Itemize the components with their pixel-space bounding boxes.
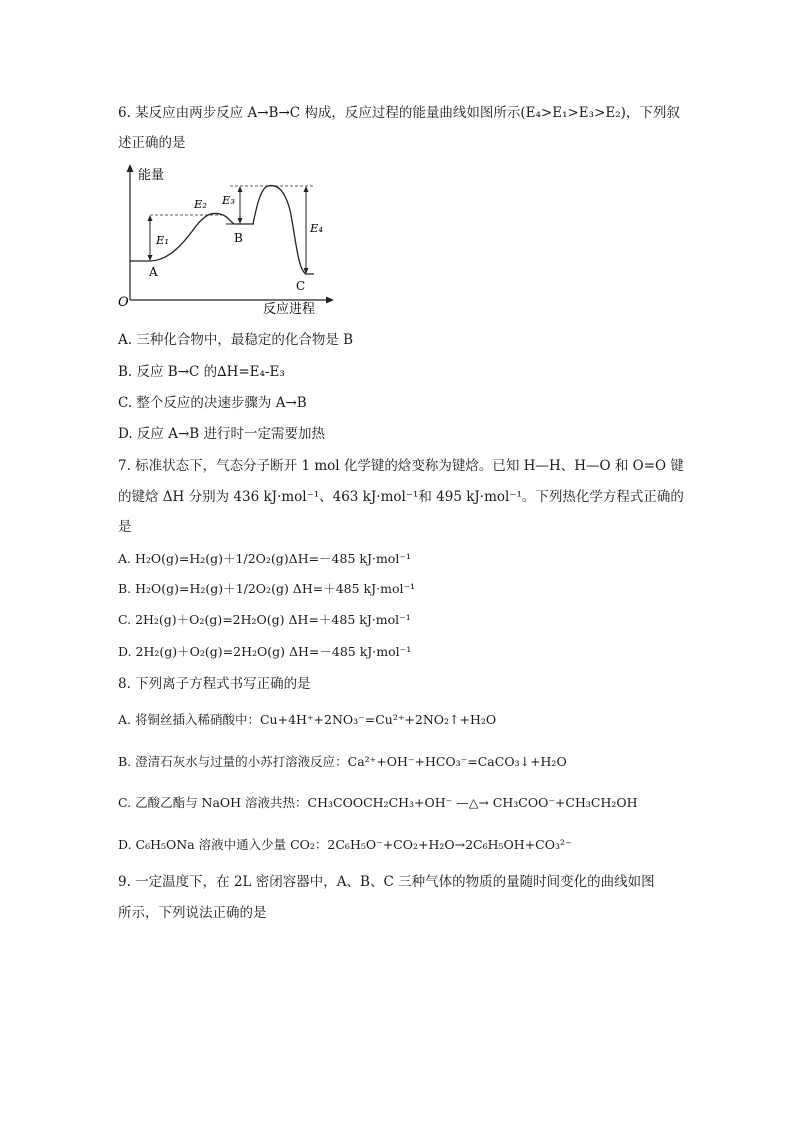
label-c: C	[296, 279, 306, 293]
q6-option-b: B. 反应 B→C 的∆H=E₄-E₃	[118, 364, 285, 380]
q8-option-a: A. 将铜丝插入稀硝酸中：Cu+4H⁺+2NO₃⁻=Cu²⁺+2NO₂↑+H₂O	[118, 712, 497, 727]
q7-stem-line3: 是	[118, 519, 132, 535]
q8-stem: 8. 下列离子方程式书写正确的是	[118, 676, 311, 692]
x-axis-arrow	[326, 297, 334, 304]
q7-option-a: A. H₂O(g)=H₂(g)＋1/2O₂(g)ΔH=－485 kJ·mol⁻¹	[118, 551, 411, 566]
q9-stem-line2: 所示，下列说法正确的是	[118, 905, 267, 921]
energy-profile-diagram	[108, 160, 338, 320]
label-e3: E₃	[222, 193, 236, 207]
y-axis-arrow	[127, 164, 134, 172]
q7-stem-line2: 的键焓 ΔH 分别为 436 kJ·mol⁻¹、463 kJ·mol⁻¹和 495 kJ·mol⁻¹。下列热化学方程式正确的	[118, 489, 684, 505]
q9-stem-line1: 9. 一定温度下，在 2L 密闭容器中，A、B、C 三种气体的物质的量随时间变化的曲线如图	[118, 874, 655, 890]
label-e4: E₄	[310, 221, 324, 235]
x-axis-label: 反应进程	[263, 302, 316, 317]
q7-stem-line1: 7. 标准状态下，气态分子断开 1 mol 化学键的焓变称为键焓。已知 H—H、H—O 和 O=O 键	[118, 458, 684, 474]
q7-option-c: C. 2H₂(g)＋O₂(g)=2H₂O(g) ΔH=＋485 kJ·mol⁻¹	[118, 612, 411, 627]
q7-option-b: B. H₂O(g)=H₂(g)＋1/2O₂(g) ΔH=＋485 kJ·mol⁻¹	[118, 581, 416, 596]
y-axis-label: 能量	[138, 168, 165, 183]
label-e2: E₂	[194, 197, 208, 211]
q6-option-c: C. 整个反应的决速步骤为 A→B	[118, 395, 307, 411]
q8-option-b: B. 澄清石灰水与过量的小苏打溶液反应：Ca²⁺+OH⁻+HCO₃⁻=CaCO₃↓+H₂O	[118, 754, 567, 769]
q8-option-d: D. C₆H₅ONa 溶液中通入少量 CO₂：2C₆H₅O⁻+CO₂+H₂O→2C₆H₅OH+CO₃²⁻	[118, 837, 572, 852]
q8-option-c: C. 乙酸乙酯与 NaOH 溶液共热：CH₃COOCH₂CH₃+OH⁻ —△→ CH₃COO⁻+CH₃CH₂OH	[118, 795, 638, 810]
q6-option-a: A. 三种化合物中，最稳定的化合物是 B	[118, 332, 354, 348]
q6-stem-line1: 6. 某反应由两步反应 A→B→C 构成，反应过程的能量曲线如图所示(E₄>E₁>E₃>E₂)，下列叙	[118, 105, 680, 121]
origin-label: O	[118, 295, 129, 310]
q6-option-d: D. 反应 A→B 进行时一定需要加热	[118, 426, 325, 442]
q6-stem-line2: 述正确的是	[118, 135, 186, 151]
label-b: B	[234, 231, 243, 245]
label-e1: E₁	[156, 233, 170, 247]
q7-option-d: D. 2H₂(g)＋O₂(g)=2H₂O(g) ΔH=－485 kJ·mol⁻¹	[118, 644, 412, 659]
label-a: A	[149, 265, 158, 279]
